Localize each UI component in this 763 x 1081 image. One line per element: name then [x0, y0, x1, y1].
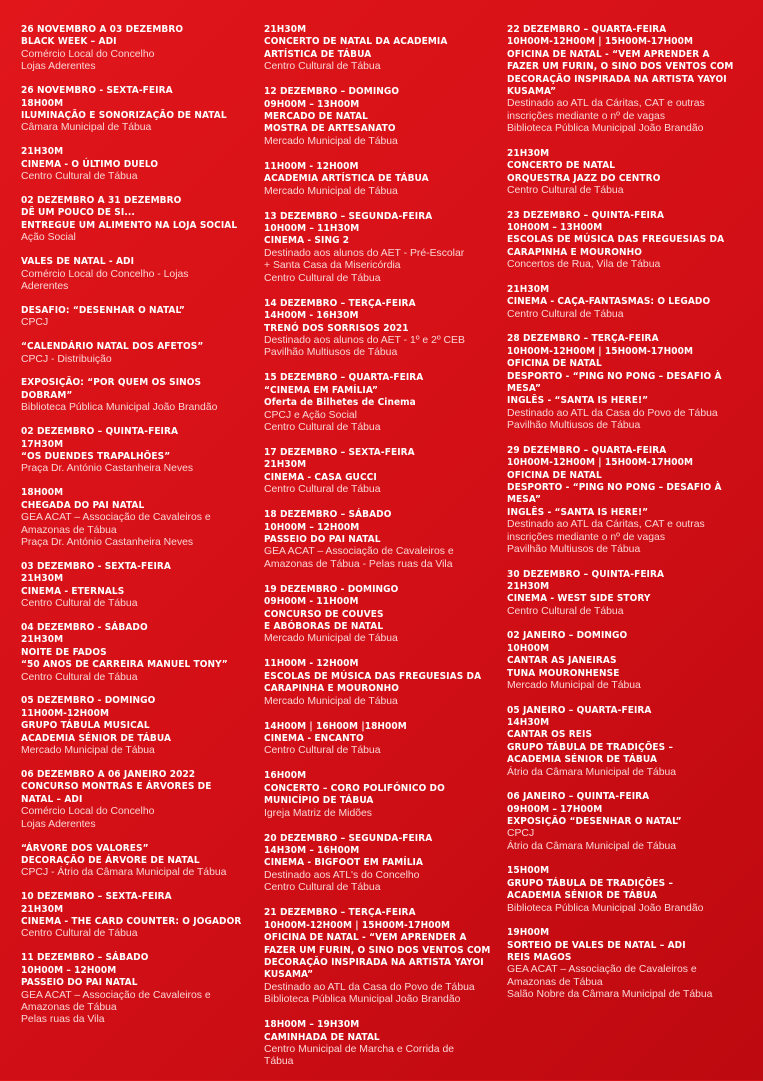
event-entry	[21, 146, 257, 183]
event-entry	[21, 85, 257, 135]
event-heading-line: OFICINA DE NATAL - “VEM APRENDER A	[264, 932, 467, 944]
event-heading-line: SORTEIO DE VALES DE NATAL – ADI	[507, 939, 686, 951]
event-heading-line: 14 DEZEMBRO – TERÇA-FEIRA	[264, 297, 416, 309]
event-heading-line: TUNA MOURONHENSE	[507, 667, 620, 679]
event-heading-line: 17 DEZEMBRO – SEXTA-FEIRA	[264, 446, 415, 458]
event-detail-line: Destinado ao ATL da Casa do Povo de Tábua	[264, 981, 475, 993]
event-entry	[264, 658, 500, 708]
event-entry	[507, 705, 747, 779]
event-entry	[264, 24, 500, 74]
event-heading-line: VALES DE NATAL - ADI	[21, 256, 135, 268]
event-entry	[21, 622, 257, 684]
event-heading-line: MESA”	[507, 494, 542, 506]
event-detail-line: Salão Nobre da Câmara Municipal de Tábua	[507, 989, 713, 1001]
event-heading-line: 21H30M	[264, 24, 307, 35]
event-detail-line: Centro Cultural de Tábua	[264, 484, 381, 496]
event-heading-line: “ÁRVORE DOS VALORES”	[21, 842, 149, 854]
event-detail-line: Átrio da Câmara Municipal de Tábua	[507, 766, 677, 778]
event-detail-line: + Santa Casa da Misericórdia	[264, 260, 401, 272]
schedule-column-3	[507, 24, 747, 1014]
event-entry	[21, 952, 257, 1026]
event-entry	[264, 770, 500, 820]
event-detail-line: Átrio da Câmara Municipal de Tábua	[507, 840, 677, 852]
event-entry	[264, 907, 500, 1006]
event-heading-line: CONCERTO DE NATAL	[507, 160, 616, 172]
event-heading-line: 18 DEZEMBRO – SÁBADO	[264, 509, 392, 521]
event-heading-line: 19H00M	[507, 927, 550, 939]
event-entry	[21, 561, 257, 611]
event-detail-line: Centro Cultural de Tábua	[264, 882, 381, 894]
event-heading-line: 14H30M	[507, 717, 550, 728]
event-heading-line: 28 DEZEMBRO – TERÇA-FEIRA	[507, 333, 659, 345]
event-heading-line: 30 DEZEMBRO – QUINTA-FEIRA	[507, 568, 665, 580]
event-detail-line: CPCJ	[21, 317, 49, 329]
event-entry	[264, 161, 500, 198]
schedule-column-1	[21, 24, 257, 1038]
event-heading-line: 10H00M – 13H00M	[507, 222, 603, 234]
event-detail-line: Mercado Municipal de Tábua	[264, 135, 398, 147]
event-heading-line: PASSEIO DO PAI NATAL	[264, 533, 381, 545]
event-heading-line: 18H00M	[21, 487, 64, 499]
event-heading-line: TRENÓ DOS SORRISOS 2021	[264, 322, 409, 334]
event-entry	[507, 210, 747, 272]
event-heading-line: FAZER UM FURIN, O SINO DOS VENTOS COM	[264, 944, 491, 956]
event-heading-line: 21H30M	[264, 459, 307, 471]
event-detail-line: Mercado Municipal de Tábua	[264, 185, 398, 197]
event-detail-line: Comércio Local do Concelho - Lojas	[21, 268, 189, 280]
event-heading-line: 04 DEZEMBRO - SÁBADO	[21, 621, 148, 633]
event-entry	[264, 211, 500, 285]
event-detail-line: Destinado aos alunos do AET - Pré-Escolar	[264, 247, 465, 259]
event-heading-line: 06 DEZEMBRO A 06 JANEIRO 2022	[21, 769, 196, 780]
event-detail-line: Centro Cultural de Tábua	[264, 745, 381, 757]
event-heading-line: 09H00M – 13H00M	[264, 98, 360, 110]
event-detail-line: Centro Municipal de Marcha e Corrida de	[264, 1043, 455, 1055]
event-detail-line: GEA ACAT – Associação de Cavaleiros e	[21, 989, 211, 1001]
event-heading-line: KUSAMA”	[507, 86, 557, 98]
event-heading-line: 23 DEZEMBRO – QUINTA-FEIRA	[507, 209, 665, 221]
event-heading-line: ACADEMIA SÉNIOR DE TÁBUA	[507, 754, 658, 766]
event-detail-line: Destinado aos alunos do AET - 1º e 2º CEB	[264, 334, 465, 346]
event-entry	[507, 791, 747, 853]
event-heading-line: 10H00M-12H00M | 15H00M-17H00M	[507, 345, 694, 357]
event-entry	[21, 377, 257, 414]
schedule-column-2	[264, 24, 500, 1081]
event-heading-line: 12 DEZEMBRO – DOMINGO	[264, 86, 400, 98]
event-detail-line: Pavilhão Multiusos de Tábua	[507, 420, 641, 432]
event-heading-line: 10H00M	[507, 642, 550, 654]
event-heading-line: OFICINA DE NATAL - “VEM APRENDER A	[507, 48, 710, 60]
event-heading-line: 09H00M – 17H00M	[507, 803, 603, 815]
event-heading-line: 22 DEZEMBRO – QUARTA-FEIRA	[507, 24, 667, 35]
event-heading-line: 18H00M – 19H30M	[264, 1019, 360, 1031]
event-heading-line: OFICINA DE NATAL	[507, 358, 602, 370]
event-detail-line: Comércio Local do Concelho	[21, 806, 155, 818]
event-heading-line: EXPOSIÇÃO “DESENHAR O NATAL”	[507, 816, 682, 828]
event-heading-line: CINEMA - WEST SIDE STORY	[507, 593, 651, 605]
event-heading-line: CANTAR AS JANEIRAS	[507, 655, 617, 667]
event-heading-line: KUSAMA”	[264, 969, 314, 981]
event-detail-line: Destinado aos ATL's do Concelho	[264, 869, 420, 881]
event-detail-line: Biblioteca Pública Municipal João Brandão	[21, 402, 218, 414]
event-entry	[21, 843, 257, 880]
event-heading-line: 02 DEZEMBRO – QUINTA-FEIRA	[21, 426, 179, 438]
event-heading-line: CAMINHADA DE NATAL	[264, 1031, 380, 1043]
event-heading-line: 03 DEZEMBRO - SEXTA-FEIRA	[21, 560, 171, 572]
event-heading-line: 26 NOVEMBRO A 03 DEZEMBRO	[21, 24, 184, 35]
event-detail-line: Mercado Municipal de Tábua	[507, 680, 641, 691]
event-entry	[507, 284, 747, 321]
event-heading-line: ARTÍSTICA DE TÁBUA	[264, 48, 372, 60]
event-heading-line: 09H00M - 11H00M	[264, 596, 359, 608]
event-heading-line: 11H00M - 12H00M	[264, 658, 359, 670]
event-entry	[21, 24, 257, 74]
event-heading-line: 21H30M	[21, 146, 64, 158]
event-heading-line: INGLÊS - “SANTA IS HERE!”	[507, 506, 649, 518]
event-heading-line: NOITE DE FADOS	[21, 646, 107, 658]
event-heading-line: DECORAÇÃO INSPIRADA NA ARTISTA YAYOI	[507, 73, 727, 85]
event-detail-line: CPCJ e Ação Social	[264, 409, 357, 421]
event-heading-line: MUNICÍPIO DE TÁBUA	[264, 795, 374, 807]
event-detail-line: Lojas Aderentes	[21, 61, 96, 73]
event-entry	[21, 341, 257, 366]
event-entry	[21, 256, 257, 293]
event-heading-line: CONCURSO DE COUVES	[264, 608, 384, 620]
event-heading-line: 21H30M	[21, 634, 64, 646]
event-heading-line: CINEMA - CASA GUCCI	[264, 471, 377, 483]
event-heading-line: MESA”	[507, 382, 542, 394]
event-heading-line: 10H00M-12H00M | 15H00M-17H00M	[507, 457, 694, 469]
event-heading-line: “50 ANOS DE CARREIRA MANUEL TONY”	[21, 659, 228, 671]
event-heading-line: 26 NOVEMBRO - SEXTA-FEIRA	[21, 85, 173, 97]
event-detail-line: Comércio Local do Concelho	[21, 48, 155, 60]
event-heading-line: CANTAR OS REIS	[507, 729, 593, 741]
event-entry	[264, 509, 500, 571]
event-entry	[21, 769, 257, 831]
event-heading-line: 10H00M-12H00M | 15H00M-17H00M	[264, 919, 451, 931]
event-entry	[507, 333, 747, 432]
event-heading-line: 10H00M – 12H00M	[264, 521, 360, 533]
event-detail-line: Centro Cultural de Tábua	[264, 421, 381, 433]
event-heading-line: CINEMA - ENCANTO	[264, 733, 364, 745]
event-heading-line: E ABÓBORAS DE NATAL	[264, 621, 384, 632]
event-heading-line: CONCURSO MONTRAS E ÁRVORES DE	[21, 781, 212, 793]
event-entry	[264, 298, 500, 360]
event-detail-line: Igreja Matriz de Midões	[264, 807, 372, 819]
event-heading-line: 05 JANEIRO – QUARTA-FEIRA	[507, 704, 652, 716]
event-detail-line: Lojas Aderentes	[21, 818, 96, 830]
event-detail-line: inscrições mediante o nº de vagas	[507, 110, 666, 122]
event-heading-line: GRUPO TÁBULA DE TRADIÇÕES –	[507, 741, 674, 753]
event-heading-line: 14H30M – 16H00M	[264, 845, 360, 857]
event-detail-line: Concertos de Rua, Vila de Tábua	[507, 259, 661, 271]
event-heading-line: 21H30M	[21, 573, 64, 585]
event-entry	[507, 24, 747, 136]
event-detail-line: Centro Cultural de Tábua	[21, 671, 138, 683]
event-heading-line: CARAPINHA E MOURONHO	[507, 246, 643, 258]
event-detail-line: GEA ACAT – Associação de Cavaleiros e	[507, 964, 697, 976]
event-detail-line: Amazonas de Tábua	[507, 976, 603, 988]
event-detail-line: Biblioteca Pública Municipal João Brandão	[507, 123, 704, 135]
event-entry	[264, 447, 500, 497]
event-entry	[507, 865, 747, 915]
event-detail-line: Biblioteca Pública Municipal João Brandão	[507, 902, 704, 914]
event-heading-line: 14H00M | 16H00M |18H00M	[264, 720, 407, 732]
event-heading-line: CINEMA - SING 2	[264, 235, 350, 247]
event-detail-line: Amazonas de Tábua	[21, 524, 117, 536]
event-entry	[264, 721, 500, 758]
event-heading-line: REIS MAGOS	[507, 952, 572, 964]
event-heading-line: “CALENDÁRIO NATAL DOS AFETOS”	[21, 341, 204, 353]
event-heading-line: 20 DEZEMBRO – SEGUNDA-FEIRA	[264, 832, 433, 844]
event-entry	[264, 584, 500, 646]
event-heading-line: 15 DEZEMBRO – QUARTA-FEIRA	[264, 372, 424, 384]
event-detail-line: Praça Dr. António Castanheira Neves	[21, 463, 194, 475]
event-heading-line: 21H30M	[21, 903, 64, 915]
event-detail-line: inscrições mediante o nº de vagas	[507, 531, 666, 543]
event-heading-line: DECORAÇÃO INSPIRADA NA ARTISTA YAYOI	[264, 956, 484, 968]
event-detail-line: Mercado Municipal de Tábua	[21, 745, 155, 757]
event-entry	[21, 195, 257, 245]
event-entry	[507, 630, 747, 692]
event-heading-line: ILUMINAÇÃO E SONORIZAÇÃO DE NATAL	[21, 109, 227, 121]
event-detail-line: Centro Cultural de Tábua	[507, 185, 624, 197]
event-heading-line: ENTREGUE UM ALIMENTO NA LOJA SOCIAL	[21, 219, 238, 231]
event-entry	[507, 445, 747, 557]
event-heading-line: 10H00M-12H00M | 15H00M-17H00M	[507, 36, 694, 48]
event-entry	[507, 569, 747, 619]
event-heading-line: CINEMA - O ÚLTIMO DUELO	[21, 158, 159, 170]
event-detail-line: Praça Dr. António Castanheira Neves	[21, 536, 194, 548]
event-detail-line: CPCJ - Distribuição	[21, 353, 112, 365]
event-heading-line: 10H00M – 11H30M	[264, 223, 360, 235]
event-detail-line: Aderentes	[21, 280, 69, 292]
event-entry	[264, 1019, 500, 1069]
event-heading-line: FAZER UM FURIN, O SINO DOS VENTOS COM	[507, 61, 734, 73]
event-heading-line: CONCERTO DE NATAL DA ACADEMIA	[264, 36, 448, 48]
event-heading-line: EXPOSIÇÃO: “POR QUEM OS SINOS	[21, 377, 202, 389]
event-entry	[264, 86, 500, 148]
event-detail-line: Pavilhão Multiusos de Tábua	[264, 347, 398, 359]
event-heading-line: CINEMA - ETERNALS	[21, 585, 125, 597]
event-heading-line: ESCOLAS DE MÚSICA DAS FREGUESIAS DA	[507, 234, 725, 246]
event-entry	[507, 148, 747, 198]
event-heading-line: 11H00M-12H00M	[21, 707, 110, 719]
event-heading-line: 18H00M	[21, 97, 64, 109]
event-detail-line: Mercado Municipal de Tábua	[264, 633, 398, 645]
event-entry	[264, 372, 500, 434]
event-heading-line: 02 JANEIRO – DOMINGO	[507, 630, 628, 642]
event-heading-line: CHEGADA DO PAI NATAL	[21, 499, 145, 511]
event-detail-line: Centro Cultural de Tábua	[21, 928, 138, 940]
event-detail-line: Centro Cultural de Tábua	[264, 61, 381, 73]
event-detail-line: CPCJ - Átrio da Câmara Municipal de Tábua	[21, 867, 227, 879]
event-detail-line: Destinado ao ATL da Casa do Povo de Tábua	[507, 407, 718, 419]
event-heading-line: DOBRAM”	[21, 389, 73, 401]
event-heading-line: CINEMA - BIGFOOT EM FAMÍLIA	[264, 857, 424, 869]
event-heading-line: OFICINA DE NATAL	[507, 469, 602, 481]
event-detail-line: Centro Cultural de Tábua	[507, 308, 624, 320]
event-detail-line: Amazonas de Tábua - Pelas ruas da Vila	[264, 558, 453, 570]
event-heading-line: MOSTRA DE ARTESANATO	[264, 123, 396, 135]
event-detail-line: Destinado ao ATL da Cáritas, CAT e outras	[507, 519, 705, 531]
event-heading-line: 11 DEZEMBRO – SÁBADO	[21, 952, 149, 964]
event-heading-line: CINEMA - CAÇA-FANTASMAS: O LEGADO	[507, 296, 711, 308]
event-heading-line: 29 DEZEMBRO – QUARTA-FEIRA	[507, 444, 667, 456]
event-heading-line: DÊ UM POUCO DE SI...	[21, 207, 135, 219]
event-detail-line: CPCJ	[507, 828, 535, 840]
event-heading-line: ESCOLAS DE MÚSICA DAS FREGUESIAS DA	[264, 670, 482, 682]
event-heading-line: 21H30M	[507, 147, 550, 159]
event-detail-line: Centro Cultural de Tábua	[21, 171, 138, 183]
event-entry	[21, 695, 257, 757]
event-heading-line: CARAPINHA E MOURONHO	[264, 683, 400, 695]
event-heading-line: 21H30M	[507, 283, 550, 295]
event-detail-line: Destinado ao ATL da Cáritas, CAT e outras	[507, 98, 705, 110]
event-heading-line: 14H00M - 16H30M	[264, 310, 359, 322]
event-detail-line: Ação Social	[21, 232, 76, 244]
event-entry	[264, 833, 500, 895]
event-entry	[21, 305, 257, 330]
event-detail-line: GEA ACAT – Associação de Cavaleiros e	[264, 546, 454, 558]
event-entry	[21, 487, 257, 549]
event-detail-line: GEA ACAT – Associação de Cavaleiros e	[21, 512, 211, 524]
event-entry	[21, 891, 257, 941]
event-heading-line: Oferta de Bilhetes de Cinema	[264, 397, 416, 409]
event-detail-line: Amazonas de Tábua	[21, 1002, 117, 1013]
event-heading-line: ACADEMIA SÉNIOR DE TÁBUA	[507, 890, 658, 902]
event-heading-line: 17H30M	[21, 438, 64, 450]
event-detail-line: Pavilhão Multiusos de Tábua	[507, 543, 641, 555]
event-heading-line: GRUPO TÁBULA MUSICAL	[21, 720, 150, 732]
event-heading-line: 06 JANEIRO – QUINTA-FEIRA	[507, 791, 650, 803]
event-detail-line: Pelas ruas da Vila	[21, 1014, 105, 1026]
event-heading-line: BLACK WEEK – ADI	[21, 36, 117, 48]
event-heading-line: DESAFIO: “DESENHAR O NATAL”	[21, 304, 185, 316]
event-heading-line: 13 DEZEMBRO – SEGUNDA-FEIRA	[264, 210, 433, 222]
event-heading-line: 10 DEZEMBRO – SEXTA-FEIRA	[21, 891, 172, 903]
event-heading-line: 10H00M – 12H00M	[21, 964, 117, 976]
event-heading-line: 15H00M	[507, 865, 550, 877]
event-heading-line: 21 DEZEMBRO – TERÇA-FEIRA	[264, 907, 416, 919]
event-detail-line: Tábua	[264, 1056, 294, 1068]
event-heading-line: 05 DEZEMBRO - DOMINGO	[21, 695, 156, 707]
event-heading-line: DESPORTO - “PING NO PONG – DESAFIO À	[507, 481, 722, 493]
event-heading-line: 21H30M	[507, 580, 550, 592]
event-detail-line: Câmara Municipal de Tábua	[21, 122, 152, 134]
event-detail-line: Mercado Municipal de Tábua	[264, 695, 398, 707]
event-heading-line: “OS DUENDES TRAPALHÕES”	[21, 450, 171, 462]
event-detail-line: Centro Cultural de Tábua	[264, 272, 381, 284]
event-heading-line: DECORAÇÃO DE ÁRVORE DE NATAL	[21, 854, 200, 866]
event-heading-line: 11H00M - 12H00M	[264, 160, 359, 172]
event-heading-line: DESPORTO - “PING NO PONG – DESAFIO À	[507, 370, 722, 382]
event-detail-line: Biblioteca Pública Municipal João Brandão	[264, 994, 461, 1006]
event-heading-line: CINEMA - THE CARD COUNTER: O JOGADOR	[21, 916, 242, 928]
event-heading-line: CONCERTO – CORO POLIFÓNICO DO	[264, 782, 445, 794]
event-heading-line: ACADEMIA ARTÍSTICA DE TÁBUA	[264, 173, 429, 185]
event-heading-line: GRUPO TÁBULA DE TRADIÇÕES –	[507, 877, 674, 889]
event-heading-line: 16H00M	[264, 770, 307, 782]
event-heading-line: 02 DEZEMBRO A 31 DEZEMBRO	[21, 194, 182, 206]
event-heading-line: ACADEMIA SÉNIOR DE TÁBUA	[21, 732, 172, 744]
event-heading-line: NATAL – ADI	[21, 793, 83, 805]
event-entry	[507, 927, 747, 1001]
event-heading-line: “CINEMA EM FAMÍLIA”	[264, 384, 379, 396]
event-heading-line: PASSEIO DO PAI NATAL	[21, 977, 138, 989]
event-heading-line: MERCADO DE NATAL	[264, 111, 368, 123]
event-heading-line: ORQUESTRA JAZZ DO CENTRO	[507, 172, 661, 184]
event-detail-line: Centro Cultural de Tábua	[507, 605, 624, 617]
event-detail-line: Centro Cultural de Tábua	[21, 598, 138, 610]
event-heading-line: INGLÊS - “SANTA IS HERE!”	[507, 395, 649, 407]
event-entry	[21, 426, 257, 476]
event-heading-line: 19 DEZEMBRO - DOMINGO	[264, 583, 399, 595]
